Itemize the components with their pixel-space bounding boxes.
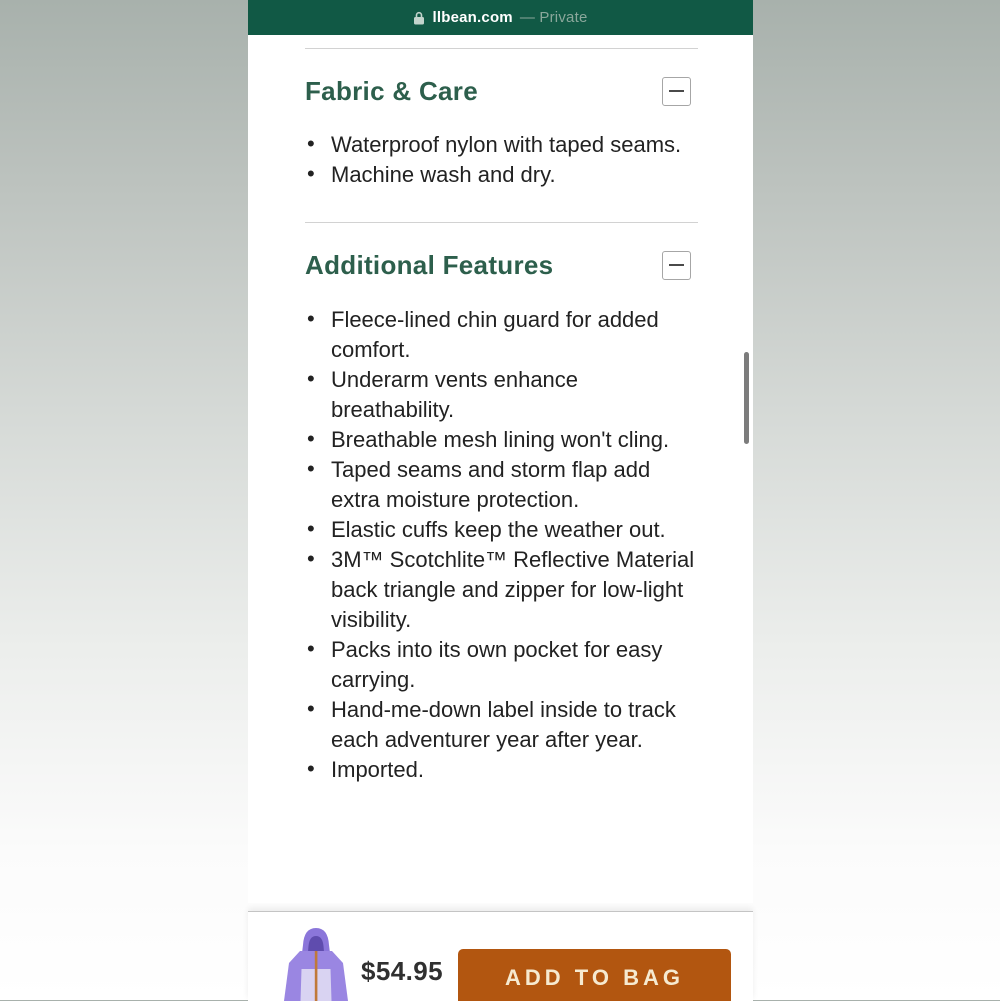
price-label: $54.95 [361, 956, 443, 986]
list-item: • Elastic cuffs keep the weather out. [305, 515, 703, 545]
add-to-bag-button[interactable]: ADD TO BAG [458, 949, 731, 1001]
browser-window [248, 0, 753, 1000]
fabric-care-list [305, 130, 703, 190]
site-domain: llbean.com [432, 9, 513, 26]
list-item: • Waterproof nylon with taped seams. [305, 130, 703, 160]
list-item: • Packs into its own pocket for easy carrying. [305, 635, 703, 695]
private-mode-label: — Private [519, 9, 588, 26]
divider [305, 48, 698, 49]
content-panel [248, 35, 753, 903]
collapse-additional-features-button[interactable] [662, 251, 691, 280]
section-header-additional-features [305, 250, 703, 280]
lock-icon [413, 11, 425, 25]
jacket-image [270, 924, 362, 1001]
scrollbar-thumb[interactable] [744, 352, 749, 444]
list-item: • Hand-me-down label inside to track each adventurer year after year. [305, 695, 703, 755]
add-to-bag-bar [248, 911, 753, 1001]
list-item: • Fleece-lined chin guard for added comfort. [305, 305, 703, 365]
list-item: • Machine wash and dry. [305, 160, 703, 190]
section-title: Fabric & Care [305, 75, 478, 106]
section-title: Additional Features [305, 249, 554, 280]
divider [305, 222, 698, 223]
list-item: • Breathable mesh lining won't cling. [305, 425, 703, 455]
list-item: • Taped seams and storm flap add extra moisture protection. [305, 455, 703, 515]
browser-url-bar[interactable] [248, 0, 753, 35]
list-item: • Underarm vents enhance breathability. [305, 365, 703, 425]
list-item: • Imported. [305, 755, 703, 785]
additional-features-list [305, 305, 703, 785]
collapse-fabric-care-button[interactable] [662, 77, 691, 106]
section-header-fabric-care [305, 76, 703, 106]
list-item: • 3M™ Scotchlite™ Reflective Material back triangle and zipper for low-light visibility. [305, 545, 703, 635]
